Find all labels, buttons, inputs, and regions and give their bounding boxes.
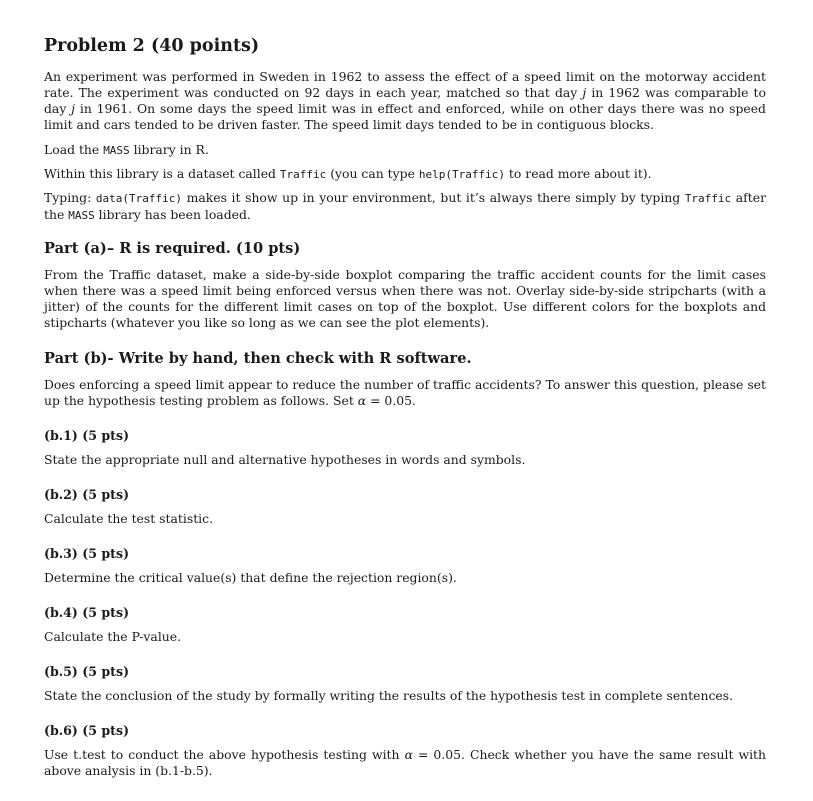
- part-a-text: From the Traffic dataset, make a side-by-side boxplot comparing the traffic accident counts for the limit cases when there was a speed limit being enforced versus when there was not. Overlay side-by-side stripcharts (with a jitter) of the counts for the different limit cases on top of the boxplot. Use different colors for the boxplots and stipcharts (whatever you like so long as we can see the plot elements).: [44, 267, 766, 330]
- b1-heading: (b.1) (5 pts): [44, 428, 130, 443]
- b6-heading: (b.6) (5 pts): [44, 723, 130, 738]
- problem-title: Problem 2 (40 points): [44, 36, 260, 56]
- b2-text: Calculate the test statistic.: [44, 511, 214, 526]
- b4-heading: (b.4) (5 pts): [44, 605, 130, 620]
- b5-heading: (b.5) (5 pts): [44, 664, 130, 679]
- dataset-paragraph: Within this library is a dataset called Traffic (you can type help(Traffic) to read more about it).: [44, 166, 652, 181]
- b1-text: State the appropriate null and alternative hypotheses in words and symbols.: [44, 452, 526, 467]
- part-b-heading: Part (b)- Write by hand, then check with R software.: [44, 350, 472, 367]
- b3-heading: (b.3) (5 pts): [44, 546, 130, 561]
- b6-text: Use t.test to conduct the above hypothesis testing with α = 0.05. Check whether you have the same result with above analysis in (b.1-b.5).: [44, 747, 766, 778]
- typing-paragraph: Typing: data(Traffic) makes it show up in your environment, but it’s always there simply by typing Traffic after the MASS library has been loaded.: [44, 190, 766, 222]
- intro-paragraph: An experiment was performed in Sweden in 1962 to assess the effect of a speed limit on the motorway accident rate. The experiment was conducted on 92 days in each year, matched so that day j in 1962 was comparable to day j in 1961. On some days the speed limit was in effect and enforced, while on other days there was no speed limit and cars tended to be driven faster. The speed limit days tended to be in contiguous blocks.: [44, 69, 766, 132]
- b3-text: Determine the critical value(s) that define the rejection region(s).: [44, 570, 457, 585]
- b5-text: State the conclusion of the study by formally writing the results of the hypothesis test in complete sentences.: [44, 688, 734, 703]
- part-b-text: Does enforcing a speed limit appear to reduce the number of traffic accidents? To answer this question, please set up the hypothesis testing problem as follows. Set α = 0.05.: [44, 377, 766, 408]
- b2-heading: (b.2) (5 pts): [44, 487, 130, 502]
- load-library-paragraph: Load the MASS library in R.: [44, 142, 209, 157]
- part-a-heading: Part (a)– R is required. (10 pts): [44, 240, 301, 257]
- b4-text: Calculate the P-value.: [44, 629, 182, 644]
